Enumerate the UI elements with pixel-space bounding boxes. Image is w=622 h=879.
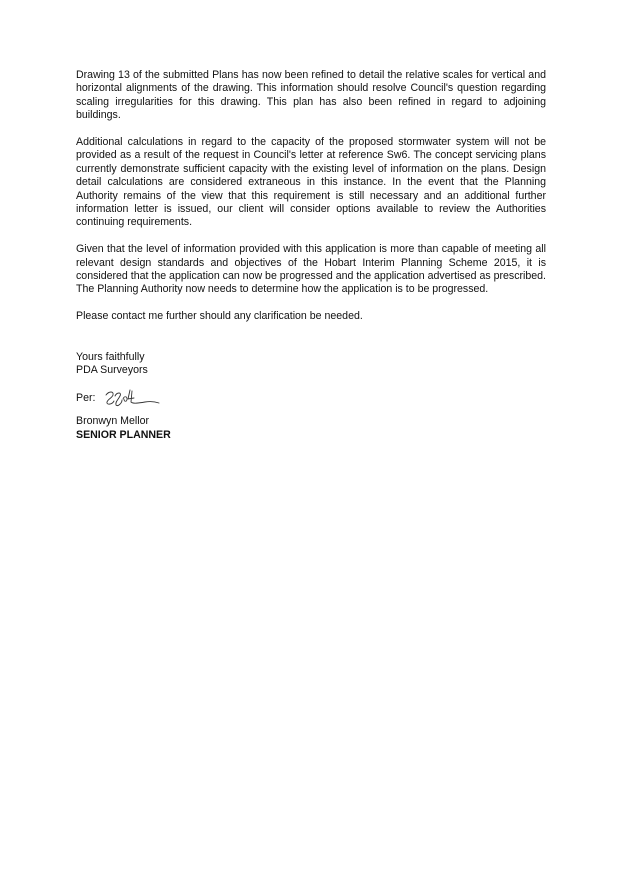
company-name: PDA Surveyors	[76, 364, 148, 377]
per-label: Per:	[76, 391, 96, 404]
paragraph-contact: Please contact me further should any clarification be needed.	[76, 310, 363, 323]
paragraph-drawing-13: Drawing 13 of the submitted Plans has now been refined to detail the relative scales for vertical and horizontal alignments of the drawing. This information should resolve Council's question regarding scaling irregularities for this drawing. This plan has also been refined in regard to adjoining buildings.	[76, 69, 546, 122]
paragraph-stormwater: Additional calculations in regard to the capacity of the proposed stormwater system will not be provided as a result of the request in Council's letter at reference Sw6. The concept servicing plans currently demonstrate sufficient capacity with the existing level of information on the plans. Design detail calculations are considered extraneous in this instance. In the event that the Planning Authority remains of the view that this requirement is still necessary and an additional further information letter is issued, our client will consider options available to review the Authorities continuing requirements.	[76, 136, 546, 229]
per-line	[76, 387, 546, 409]
signer-title: SENIOR PLANNER	[76, 428, 171, 441]
signer-name: Bronwyn Mellor	[76, 415, 150, 428]
salutation: Yours faithfully	[76, 350, 145, 363]
letter-body	[76, 69, 546, 442]
letter-closing	[76, 351, 546, 443]
handwritten-signature	[103, 387, 161, 409]
paragraph-progression: Given that the level of information provided with this application is more than capable of meeting all relevant design standards and objectives of the Hobart Interim Planning Scheme 2015, it is considered that the application can now be progressed and the application advertised as prescribed. The Planning Authority now needs to determine how the application is to be progressed.	[76, 243, 546, 296]
